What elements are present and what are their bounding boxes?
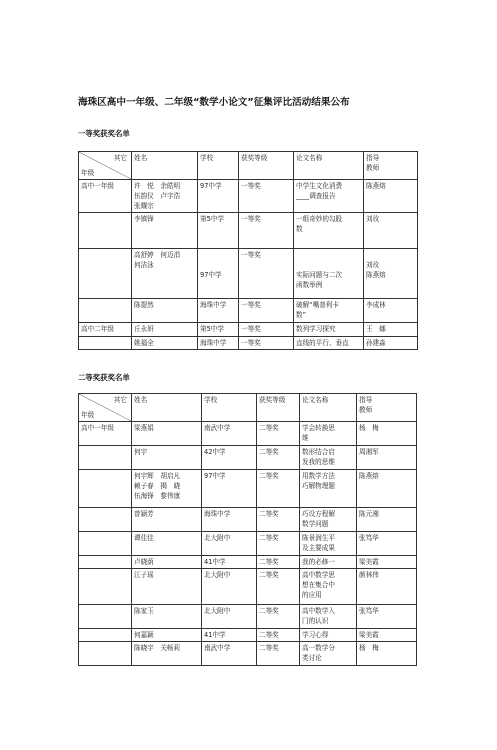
header-corner-bottom: 年级 xyxy=(81,169,95,177)
cell-advisor: 刘玫 陈燕熔 xyxy=(364,249,418,299)
cell-grade xyxy=(79,569,132,605)
cell-advisor: 张笃华 xyxy=(357,532,417,556)
cell-school: 北大附中 xyxy=(202,605,257,629)
cell-advisor: 周湘军 xyxy=(357,446,417,470)
cell-title: 高中数学思 想在集合中 的应用 xyxy=(300,569,357,605)
cell-level: 二等奖 xyxy=(257,556,300,569)
header-name: 姓名 xyxy=(132,394,202,422)
table-row xyxy=(79,249,418,299)
cell-school: 北大附中 xyxy=(202,569,257,605)
table-row xyxy=(79,532,417,556)
header-title: 论文名称 xyxy=(294,152,364,180)
table-row xyxy=(79,508,417,532)
cell-grade xyxy=(79,642,132,666)
cell-advisor: 张笃华 xyxy=(357,605,417,629)
cell-title: 学会转换思 维 xyxy=(300,422,357,446)
cell-level: 二等奖 xyxy=(257,642,300,666)
cell-advisor: 李成林 xyxy=(364,299,418,323)
cell-school: 97中学 xyxy=(202,470,257,508)
header-advisor: 指导 教师 xyxy=(364,152,418,180)
cell-level: 一等奖 xyxy=(239,180,294,213)
cell-level: 二等奖 xyxy=(257,508,300,532)
cell-school: 第5中学 xyxy=(198,323,239,337)
header-corner-top: 其它 xyxy=(113,396,127,404)
cell-level: 一等奖 xyxy=(239,323,294,337)
table-row xyxy=(79,629,417,642)
cell-title: 实际问题与二次 函数举例 xyxy=(294,249,364,299)
cell-advisor: 刘玫 xyxy=(364,213,418,249)
second-prize-table-body xyxy=(79,394,417,666)
cell-level: 一等奖 xyxy=(239,249,294,299)
header-corner-cell xyxy=(79,152,132,180)
first-prize-table xyxy=(78,151,418,350)
cell-level: 二等奖 xyxy=(257,470,300,508)
cell-name: 江子瑶 xyxy=(132,569,202,605)
cell-level: 二等奖 xyxy=(257,605,300,629)
header-name: 姓名 xyxy=(132,152,198,180)
cell-level: 一等奖 xyxy=(239,337,294,350)
cell-title: 学习心得 xyxy=(300,629,357,642)
cell-school: 南武中学 xyxy=(202,422,257,446)
cell-grade xyxy=(79,337,132,350)
header-level: 获奖等级 xyxy=(257,394,300,422)
cell-name: 丘永妍 xyxy=(132,323,198,337)
cell-name: 高舒婷 何迈涓 何洁泳 xyxy=(132,249,198,299)
header-corner-cell xyxy=(79,394,132,422)
header-corner-top: 其它 xyxy=(113,154,127,162)
cell-grade xyxy=(79,213,132,249)
cell-school: 41中学 xyxy=(202,556,257,569)
cell-name: 梁燕娟 xyxy=(132,422,202,446)
table-row xyxy=(79,556,417,569)
header-advisor: 指导 教师 xyxy=(357,394,417,422)
cell-name: 何宇辉 胡启凡 赖子春 揭 晓 伍海锋 黎伟康 xyxy=(132,470,202,508)
table-row xyxy=(79,605,417,629)
header-corner-bottom: 年级 xyxy=(81,411,95,419)
table-row xyxy=(79,180,418,213)
second-prize-table xyxy=(78,393,417,666)
cell-advisor: 杨 梅 xyxy=(357,422,417,446)
cell-title: 陈景润生平 及主要成果 xyxy=(300,532,357,556)
table-header-row xyxy=(79,394,417,422)
table-row xyxy=(79,422,417,446)
cell-name: 李镇锋 xyxy=(132,213,198,249)
table-header-row xyxy=(79,152,418,180)
header-title: 论文名称 xyxy=(300,394,357,422)
cell-title: 破解“嘴普利卡 数” xyxy=(294,299,364,323)
cell-level: 二等奖 xyxy=(257,569,300,605)
cell-grade xyxy=(79,249,132,299)
cell-name: 陈提然 xyxy=(132,299,198,323)
cell-level: 二等奖 xyxy=(257,422,300,446)
cell-advisor: 杨 梅 xyxy=(357,642,417,666)
cell-grade xyxy=(79,629,132,642)
cell-grade xyxy=(79,556,132,569)
cell-title: 中学生文化消费 ____调查报告 xyxy=(294,180,364,213)
cell-grade xyxy=(79,508,132,532)
cell-school: 97中学 xyxy=(198,180,239,213)
cell-grade: 高中一年级 xyxy=(79,180,132,213)
cell-advisor: 王 娜 xyxy=(364,323,418,337)
cell-title: 高一数学分 类讨论 xyxy=(300,642,357,666)
cell-school: 41中学 xyxy=(202,629,257,642)
cell-level: 二等奖 xyxy=(257,532,300,556)
cell-school: 第5中学 xyxy=(198,213,239,249)
cell-name: 曾颖芳 xyxy=(132,508,202,532)
cell-title: 我的必修一 xyxy=(300,556,357,569)
cell-level: 二等奖 xyxy=(257,446,300,470)
cell-name: 何嘉颖 xyxy=(132,629,202,642)
cell-title: 用数学方法 巧解物理题 xyxy=(300,470,357,508)
cell-title: 数列学习探究 xyxy=(294,323,364,337)
cell-advisor: 颜林伟 xyxy=(357,569,417,605)
header-school: 学校 xyxy=(202,394,257,422)
cell-level: 一等奖 xyxy=(239,299,294,323)
first-prize-section-title: 一等奖获奖名单 xyxy=(78,129,130,138)
cell-title: 数形结合启 发我的思维 xyxy=(300,446,357,470)
cell-title: 一组奇妙的勾股 数 xyxy=(294,213,364,249)
cell-school: 北大附中 xyxy=(202,532,257,556)
table-row xyxy=(79,470,417,508)
table-row xyxy=(79,299,418,323)
cell-name: 姚福全 xyxy=(132,337,198,350)
table-row xyxy=(79,323,418,337)
cell-grade: 高中二年级 xyxy=(79,323,132,337)
cell-school: 海珠中学 xyxy=(198,337,239,350)
cell-level: 二等奖 xyxy=(257,629,300,642)
cell-advisor: 孙建淼 xyxy=(364,337,418,350)
cell-grade xyxy=(79,605,132,629)
cell-grade xyxy=(79,532,132,556)
cell-advisor: 梁美霞 xyxy=(357,556,417,569)
cell-title: 高中数学入 门的认识 xyxy=(300,605,357,629)
cell-school: 97中学 xyxy=(198,249,239,299)
cell-name: 许 悦 余皓明 伍韵仪 卢宇浩 张耀宗 xyxy=(132,180,198,213)
table-row xyxy=(79,213,418,249)
cell-advisor: 陈燕熔 xyxy=(364,180,418,213)
cell-advisor: 陈燕熔 xyxy=(357,470,417,508)
page-title: 海珠区高中一年级、二年级“数学小论文”征集评比活动结果公布 xyxy=(78,97,350,108)
cell-name: 陈家玉 xyxy=(132,605,202,629)
cell-title: 直线的平行、垂直 xyxy=(294,337,364,350)
cell-school: 海珠中学 xyxy=(198,299,239,323)
cell-name: 卢晓荫 xyxy=(132,556,202,569)
table-row xyxy=(79,569,417,605)
cell-school: 南武中学 xyxy=(202,642,257,666)
cell-grade: 高中一年级 xyxy=(79,422,132,446)
cell-name: 陈晓宇 关畅莉 xyxy=(132,642,202,666)
cell-grade xyxy=(79,299,132,323)
table-row xyxy=(79,337,418,350)
first-prize-table-body xyxy=(79,152,418,350)
second-prize-section-title: 二等奖获奖名单 xyxy=(78,373,130,382)
cell-level: 一等奖 xyxy=(239,213,294,249)
cell-advisor: 陈元湘 xyxy=(357,508,417,532)
cell-name: 谭佳佳 xyxy=(132,532,202,556)
header-level: 获奖等级 xyxy=(239,152,294,180)
cell-advisor: 梁美霞 xyxy=(357,629,417,642)
cell-school: 42中学 xyxy=(202,446,257,470)
table-row xyxy=(79,446,417,470)
cell-grade xyxy=(79,446,132,470)
cell-grade xyxy=(79,470,132,508)
cell-name: 何宇 xyxy=(132,446,202,470)
table-row xyxy=(79,642,417,666)
cell-title: 巧设方程解 数学问题 xyxy=(300,508,357,532)
cell-school: 海珠中学 xyxy=(202,508,257,532)
header-school: 学校 xyxy=(198,152,239,180)
